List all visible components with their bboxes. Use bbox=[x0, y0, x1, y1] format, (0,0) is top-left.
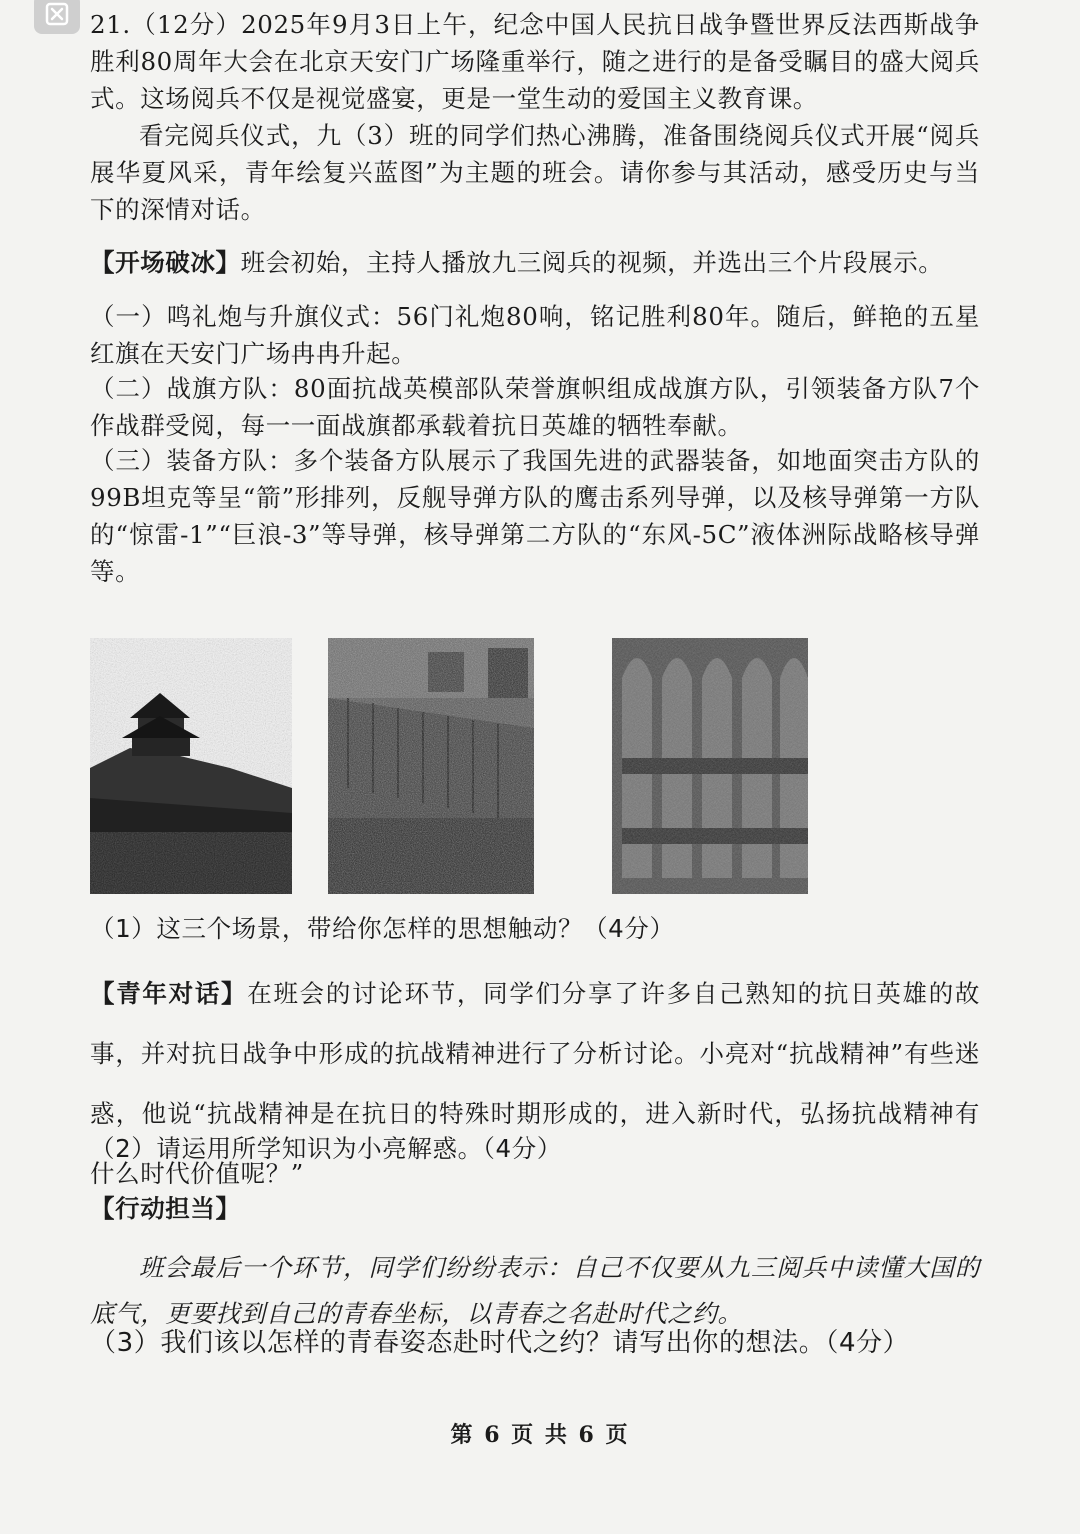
question-2: （2）请运用所学知识为小亮解惑。（4分） bbox=[90, 1134, 562, 1163]
segment-label: （一） bbox=[90, 302, 167, 331]
segment-label: （三） bbox=[90, 446, 167, 475]
segment-2 bbox=[90, 370, 980, 444]
section-dialogue-tag: 【青年对话】 bbox=[90, 979, 248, 1008]
segment-text: 装备方队：多个装备方队展示了我国先进的武器装备，如地面突击方队的99B坦克等呈“箭”形排列，反舰导弹方队的鹰击系列导弹，以及核导弹第一方队的“惊雷-1”“巨浪-3”等导弹，核导弹第二方队的“东风-5C”液体洲际战略核导弹等。 bbox=[90, 446, 980, 586]
photo-missile-column bbox=[612, 638, 808, 894]
close-icon bbox=[44, 1, 70, 27]
photo-flag-formation bbox=[328, 638, 534, 894]
section-action-tag-line bbox=[90, 1190, 980, 1227]
q21-intro: 21.（12分）2025年9月3日上午，纪念中国人民抗日战争暨世界反法西斯战争胜利80周年大会在北京天安门广场隆重举行，随之进行的是备受瞩目的盛大阅兵式。这场阅兵不仅是视觉盛宴，更是一堂生动的爱国主义教育课。 bbox=[90, 10, 980, 113]
segment-label: （二） bbox=[90, 374, 167, 403]
segment-3 bbox=[90, 442, 980, 590]
section-action-tag: 【行动担当】 bbox=[90, 1194, 241, 1223]
section-dialogue-text: 在班会的讨论环节，同学们分享了许多自己熟知的抗日英雄的故事，并对抗日战争中形成的抗战精神进行了分析讨论。小亮对“抗战精神”有些迷惑，他说“抗战精神是在抗日的特殊时期形成的，进入新时代，弘扬抗战精神有什么时代价值呢？” bbox=[90, 979, 981, 1188]
question-3: （3）我们该以怎样的青春姿态赴时代之约？请写出你的想法。（4分） bbox=[90, 1328, 910, 1358]
section-opening-text: 班会初始，主持人播放九三阅兵的视频，并选出三个片段展示。 bbox=[240, 248, 944, 277]
photo-tiananmen-tower bbox=[90, 638, 292, 894]
photo-row bbox=[0, 638, 1080, 898]
question-1: （1）这三个场景，带给你怎样的思想触动？（4分） bbox=[90, 914, 675, 943]
close-button[interactable] bbox=[34, 0, 80, 34]
segment-1 bbox=[90, 298, 980, 372]
segment-text: 战旗方队：80面抗战英模部队荣誉旗帜组成战旗方队，引领装备方队7个作战群受阅，每一一面战旗都承载着抗日英雄的牺牲奉献。 bbox=[90, 374, 980, 440]
section-opening bbox=[90, 244, 980, 281]
segment-text: 鸣礼炮与升旗仪式：56门礼炮80响，铭记胜利80年。随后，鲜艳的五星红旗在天安门广场冉冉升起。 bbox=[90, 302, 980, 368]
section-action-text: 班会最后一个环节，同学们纷纷表示：自己不仅要从九三阅兵中读懂大国的底气，更要找到自己的青春坐标，以青春之名赴时代之约。 bbox=[90, 1253, 980, 1328]
q21-intro-2: 看完阅兵仪式，九（3）班的同学们热心沸腾，准备围绕阅兵仪式开展“阅兵展华夏风采，青年绘复兴蓝图”为主题的班会。请你参与其活动，感受历史与当下的深情对话。 bbox=[90, 121, 980, 224]
section-opening-tag: 【开场破冰】 bbox=[90, 248, 241, 277]
section-dialogue bbox=[90, 964, 980, 1204]
page-footer: 第 6 页 共 6 页 bbox=[450, 1422, 630, 1448]
